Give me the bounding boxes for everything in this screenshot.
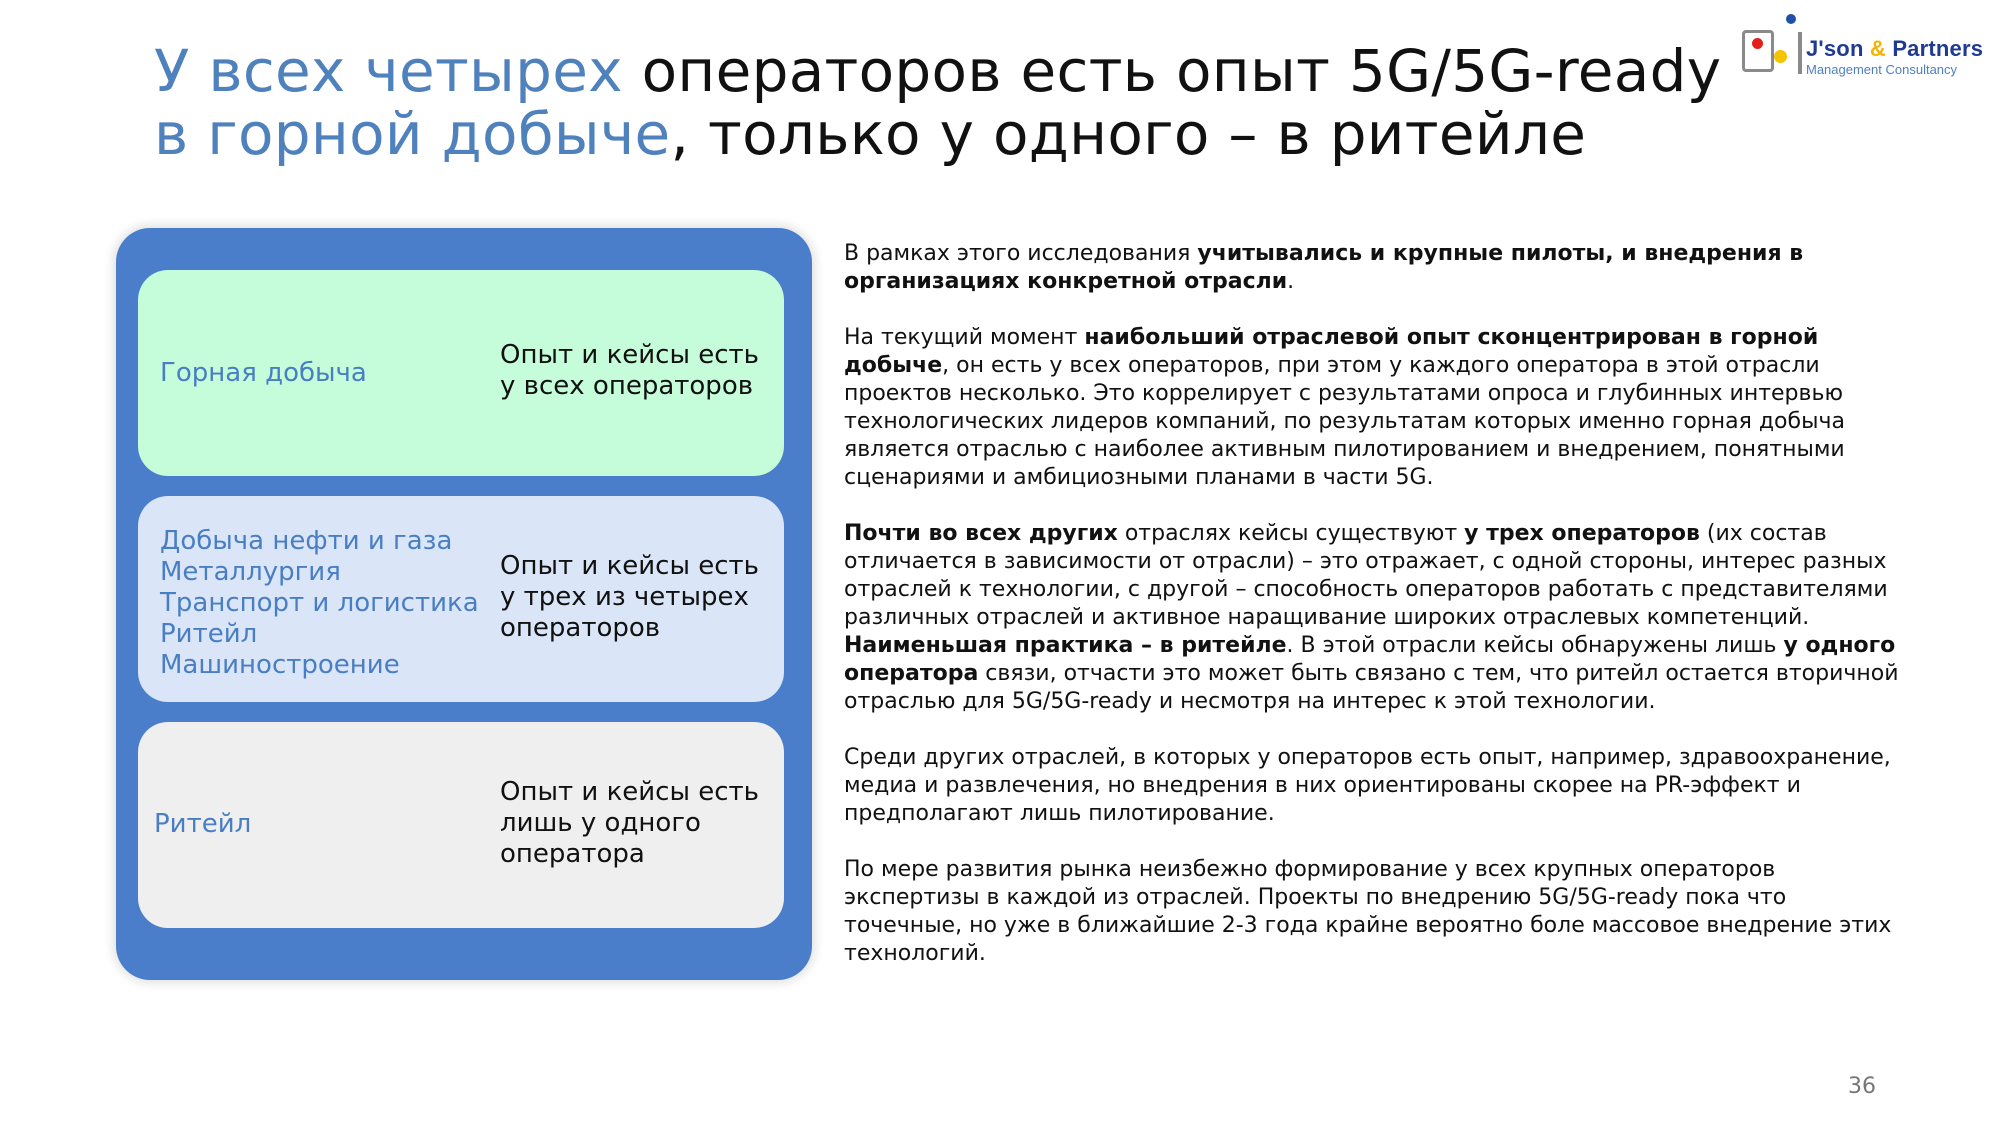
paragraph-mining (844, 324, 1904, 492)
industry-panel (116, 228, 812, 980)
bold-text-run: Почти во всех других (844, 521, 1118, 546)
industry-card-three-operators (138, 496, 784, 702)
logo-divider (1798, 32, 1802, 74)
logo-brand-left: J'son (1806, 36, 1864, 61)
industry-list (154, 809, 474, 840)
title-line1-rest: операторов есть опыт 5G/5G-ready (622, 37, 1722, 105)
page-title (154, 37, 1754, 168)
logo-subtitle: Management Consultancy (1806, 62, 1958, 77)
logo-frame-icon (1742, 30, 1774, 72)
text-run: связи, отчасти это может быть связано с тем, что ритейл остается вторичной отраслью для 5G/5G-ready и несмотря на интерес к этой технологии. (844, 661, 1899, 714)
paragraph-scope (844, 240, 1904, 296)
title-line2-rest: , только у одного – в ритейле (670, 100, 1587, 168)
text-run: В рамках этого исследования (844, 241, 1198, 266)
industry-label: Горная добыча (160, 358, 367, 388)
industry-list (160, 358, 480, 389)
logo-yellow-dot-icon (1774, 50, 1787, 63)
text-run: . В этой отрасли кейсы обнаружены лишь (1286, 633, 1784, 658)
industry-label: Ритейл (160, 619, 258, 649)
text-run: На текущий момент (844, 325, 1085, 350)
text-run: Среди других отраслей, в которых у операторов есть опыт, например, здравоохранение, медиа и развлечения, но внедрения в них ориентированы скорее на PR-эффект и предполагают лишь пилотирование. (844, 745, 1891, 826)
bold-text-run: учитывались и крупные пилоты, и внедрения в организациях конкретной отрасли (844, 241, 1804, 294)
text-run: (их состав отличается в зависимости от отрасли) – это отражает, с одной стороны, интерес разных отраслей к технологии, с другой – способность операторов работать с представителями различных отраслей и активное наращивание широких отраслевых компетенций. (844, 521, 1888, 630)
bold-text-run: у одного оператора (844, 633, 1896, 686)
industry-card-all-operators (138, 270, 784, 476)
logo-red-dot-icon (1752, 38, 1763, 49)
industry-list (160, 526, 480, 681)
paragraph-other-examples (844, 744, 1904, 828)
text-run: По мере развития рынка неизбежно формирование у всех крупных операторов экспертизы в каждой из отраслей. Проекты по внедрению 5G/5G-ready пока что точечные, но уже в ближайшие 2-3 года крайне вероятно боле массовое внедрение этих технологий. (844, 857, 1892, 966)
bold-text-run: у трех операторов (1464, 521, 1700, 546)
text-run: , он есть у всех операторов, при этом у каждого оператора в этой отрасли проектов несколько. Это коррелирует с результатами опроса и глубинных интервью технологических лидеров компаний, по результатам которых именно горная добыча является отраслью с наиболее активным пилотированием и внедрением, понятными сценариями и амбициозными планами в части 5G. (844, 353, 1845, 490)
bold-text-run: Наименьшая практика – в ритейле (844, 633, 1287, 658)
operator-coverage-text: Опыт и кейсы есть у трех из четырех операторов (500, 551, 760, 643)
industry-label: Транспорт и логистика (160, 588, 479, 618)
title-line1-highlight: У всех четырех (154, 37, 623, 105)
page-number: 36 (1848, 1074, 1876, 1099)
text-run: . (1287, 269, 1295, 294)
paragraph-outlook (844, 856, 1904, 968)
logo-blue-dot-icon (1786, 14, 1796, 24)
industry-card-one-operator (138, 722, 784, 928)
industry-label: Добыча нефти и газа (160, 526, 453, 556)
bold-text-run: наибольший отраслевой опыт сконцентрирован в горной добыче (844, 325, 1819, 378)
logo-brand-name (1806, 36, 1983, 62)
industry-label: Металлургия (160, 557, 341, 587)
operator-coverage-text: Опыт и кейсы есть у всех операторов (500, 340, 760, 401)
text-run: отраслях кейсы существуют (1117, 521, 1465, 546)
industry-label: Ритейл (154, 809, 252, 839)
operator-coverage-text: Опыт и кейсы есть лишь у одного оператора (500, 777, 760, 869)
paragraph-other-industries (844, 520, 1904, 716)
title-line2-highlight: в горной добыче (154, 100, 671, 168)
industry-label: Машиностроение (160, 650, 400, 680)
company-logo (1732, 10, 1994, 76)
logo-brand-right: Partners (1892, 36, 1984, 61)
logo-brand-amp: & (1863, 36, 1893, 61)
body-text (844, 240, 1904, 996)
